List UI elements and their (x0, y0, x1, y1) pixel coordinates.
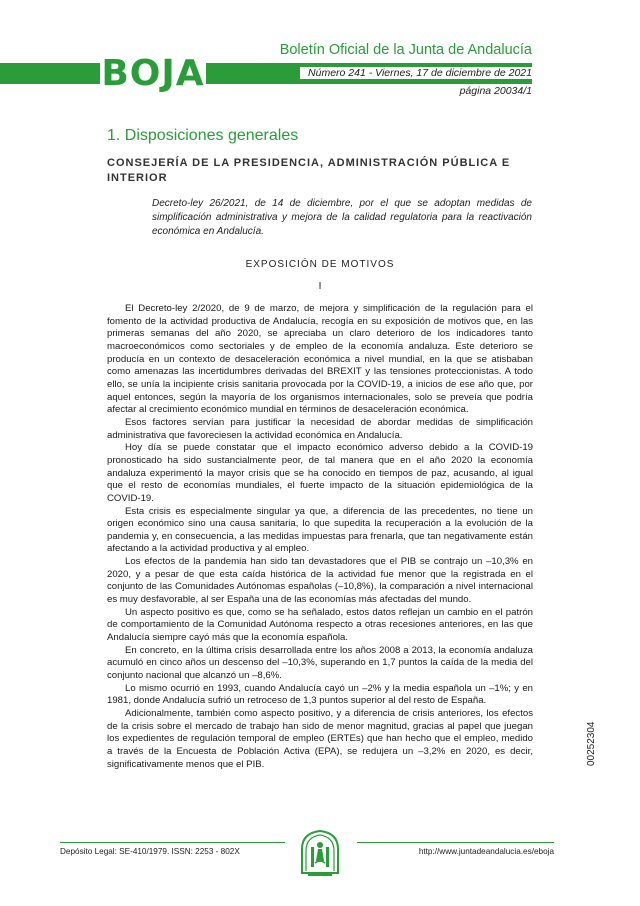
paragraph: Un aspecto positivo es que, como se ha señalado, estos datos reflejan un cambio en el patrón de comportamiento de la Comunidad Autónoma respecto a otras recesiones anteriores, en las que Andalucía siempre cayó más que la economía española. (107, 606, 533, 644)
paragraph: Esos factores servían para justificar la necesidad de abordar medidas de simplificación administrativa que favoreciesen la actividad económica en Andalucía. (107, 416, 533, 441)
paragraph: Lo mismo ocurrió en 1993, cuando Andalucía cayó un –2% y la media española un –1%; y en 1981, donde Andalucía sufrió un retroceso de 1,3 puntos superior al del resto de España. (107, 682, 533, 707)
footer-url[interactable]: http://www.juntadeandalucia.es/eboja (418, 847, 554, 856)
bulletin-title: Boletín Oficial de la Junta de Andalucía (279, 42, 532, 58)
body-text (107, 303, 533, 771)
decree-title: Decreto-ley 26/2021, de 14 de diciembre, por el que se adoptan medidas de simplificación administrativa y mejora de la calidad regulatoria para la reactivación económica en Andalucía. (152, 198, 532, 237)
exposicion-heading: EXPOSICIÓN DE MOTIVOS (245, 259, 395, 270)
andalusia-coat-of-arms-icon (294, 827, 346, 879)
document-code: 00252304 (586, 721, 597, 766)
paragraph: Los efectos de la pandemia han sido tan devastadores que el PIB se contrajo un –10,3% en 2020, y a pesar de que esta caída histórica de la actividad fue menor que la registrada en el conjunto de las Comunidades Autónomas españolas (–10,8%), la comparación a nivel internacional es muy desfavorable, al ser España una de las economías más afectadas del mundo. (107, 556, 533, 606)
page-number: página 20034/1 (459, 85, 532, 97)
paragraph: En concreto, en la última crisis desarrollada entre los años 2008 a 2013, la economía andaluza acumuló en cinco años un descenso del –10,3%, superando en 1,7 puntos la caída de la media del conjunto nacional que alcanzó un –8,6%. (107, 644, 533, 682)
roman-numeral: I (318, 281, 322, 292)
section-title: 1. Disposiciones generales (107, 127, 299, 144)
paragraph: El Decreto-ley 2/2020, de 9 de marzo, de mejora y simplificación de la regulación para el fomento de la actividad productiva de Andalucía, recogía en su exposición de motivos que, en las primeras semanas del año 2020, se apreciaba un claro deterioro de los indicadores tanto macroeconómicos como sectoriales y de empleo de la economía andaluza. Este deterioro se producía en un contexto de desaceleración económica a nivel mundial, en la que se atisbaban como amenazas las incertidumbres derivadas del BREXIT y las tensiones proteccionistas. A todo ello, se unía la incipiente crisis sanitaria provocada por la COVID-19, a inicios de ese año que, por aquel entonces, según la mayoría de los organismos internacionales, solo se preveía que podría afectar al crecimiento económico mundial en términos de desaceleración económica. (107, 303, 533, 416)
footer-rule-left (60, 842, 285, 843)
department-heading: CONSEJERÍA DE LA PRESIDENCIA, ADMINISTRACIÓN PÚBLICA E INTERIOR (107, 157, 511, 184)
footer-rule-right (357, 842, 554, 843)
paragraph: Esta crisis es especialmente singular ya que, a diferencia de las precedentes, no tiene un origen económico sino una causa sanitaria, lo que supedita la recuperación a la evolución de la pandemia y, en consecuencia, a las medidas impuestas para frenarla, que tan negativamente están afectando a la actividad productiva y al empleo. (107, 505, 533, 555)
paragraph: Hoy día se puede constatar que el impacto económico adverso debido a la COVID-19 pronosticado ha sido sustancialmente peor, de tal manera que en el año 2020 la economía andaluza experimentó la mayor crisis que se ha conocido en tiempos de paz, acusando, al igual que el resto de economías mundiales, el fuerte impacto de la situación epidemiológica de la COVID-19. (107, 442, 533, 504)
paragraph: Adicionalmente, también como aspecto positivo, y a diferencia de crisis anteriores, los efectos de la crisis sobre el mercado de trabajo han sido de menor magnitud, gracias al papel que juegan los expedientes de regulación temporal de empleo (ERTEs) que han hecho que el empleo, medido a través de la Encuesta de Población Activa (EPA), se redujera un –3,2% en 2020, es decir, significativamente menos que el PIB. (107, 708, 533, 770)
boja-logo: BOJA (101, 53, 205, 94)
legal-deposit: Depósito Legal: SE-410/1979. ISSN: 2253 - 802X (60, 847, 240, 856)
issue-number: Número 241 - Viernes, 17 de diciembre de 2021 (300, 67, 532, 79)
page-header (0, 0, 640, 110)
